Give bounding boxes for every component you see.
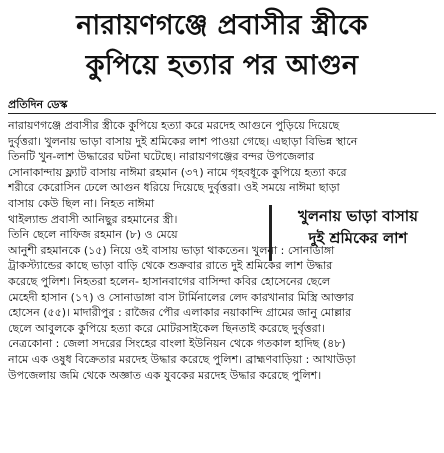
body-line: থাইল্যান্ড প্রবাসী আনিছুর রহমানের স্ত্রী।	[8, 212, 178, 226]
headline	[0, 0, 444, 86]
byline-divider	[8, 113, 436, 114]
body-line: বাসায় কেউ ছিল না। নিহত নাঈমা	[8, 196, 155, 210]
body-line: মেহেদী হাসান (১৭) ও সোনাডাঙ্গা বাস টার্মিনালের লেদ কারখানার মিস্ত্রি আক্তার	[8, 290, 354, 304]
body-line: হোসেন (৫৫)। মাদারীপুর : রাজৈর পৌর এলাকার নয়াকান্দি গ্রামের জানু মোল্লার	[8, 306, 352, 320]
inset-headline-line-1: খুলনায় ভাড়া বাসায়	[298, 207, 418, 225]
inset-headline	[269, 205, 436, 261]
inset-headline-line-2: দুই শ্রমিকের লাশ	[308, 229, 408, 247]
body-line: উপজেলায় জমি থেকে অজ্ঞাত এক যুবকের মরদেহ উদ্ধার করেছে পুলিশ।	[8, 368, 322, 382]
headline-line-2: কুপিয়ে হত্যার পর আগুন	[85, 50, 359, 81]
body-line: সোনাকান্দায় ফ্ল্যাট বাসায় নাঈমা রহমান (৩৭) নামে গৃহবধূকে কুপিয়ে হত্যা করে	[8, 165, 347, 179]
body-line: দুর্বৃত্তরা। খুলনায় ভাড়া বাসায় দুই শ্রমিকের লাশ পাওয়া গেছে। এছাড়া বিভিন্ন স্থানে	[8, 134, 358, 148]
body-line: তিনটি খুন-লাশ উদ্ধারের ঘটনা ঘটেছে। নারায়ণগঞ্জের বন্দর উপজেলার	[8, 150, 315, 164]
body-line: নামে এক ওষুধ বিক্রেতার মরদেহ উদ্ধার করেছে পুলিশ। ব্রাহ্মণবাড়িয়া : আখাউড়া	[8, 352, 356, 366]
body-line: ট্রাকস্ট্যান্ডের কাছে ভাড়া বাড়ি থেকে শুক্রবার রাতে দুই শ্রমিকের লাশ উদ্ধার	[8, 259, 333, 273]
byline: প্রতিদিন ডেস্ক	[8, 98, 68, 111]
body-line: করেছে পুলিশ। নিহতরা হলেন- হাসানবাগের বাসিন্দা কবির হোসেনের ছেলে	[8, 274, 331, 288]
body-line: ছেলে আবুলকে কুপিয়ে হত্যা করে মোটরসাইকেল ছিনতাই করেছে দুর্বৃত্তরা।	[8, 321, 325, 335]
body-line: তিনি ছেলে নাফিজ রহমান (৮) ও মেয়ে	[8, 228, 178, 242]
headline-line-1: নারায়ণগঞ্জে প্রবাসীর স্ত্রীকে	[76, 10, 368, 41]
body-line: আনুশী রহমানকে (১৫) নিয়ে ওই বাসায় ভাড়া থাকতেন। খুলনা : সোনাডাঙ্গা	[8, 243, 335, 257]
body-line: নারায়ণগঞ্জে প্রবাসীর স্ত্রীকে কুপিয়ে হত্যা করে মরদেহ আগুনে পুড়িয়ে দিয়েছে	[8, 119, 340, 132]
body-line: নেত্রকোনা : জেলা সদরের সিংহের বাংলা ইউনিয়ন থেকে গতকাল হাদিছ (৪৮)	[8, 337, 346, 351]
body-line: শরীরে কেরোসিন ঢেলে আগুন ধরিয়ে দিয়েছে দুর্বৃত্তরা। ওই সময়ে নাঈমা ছাড়া	[8, 181, 340, 195]
